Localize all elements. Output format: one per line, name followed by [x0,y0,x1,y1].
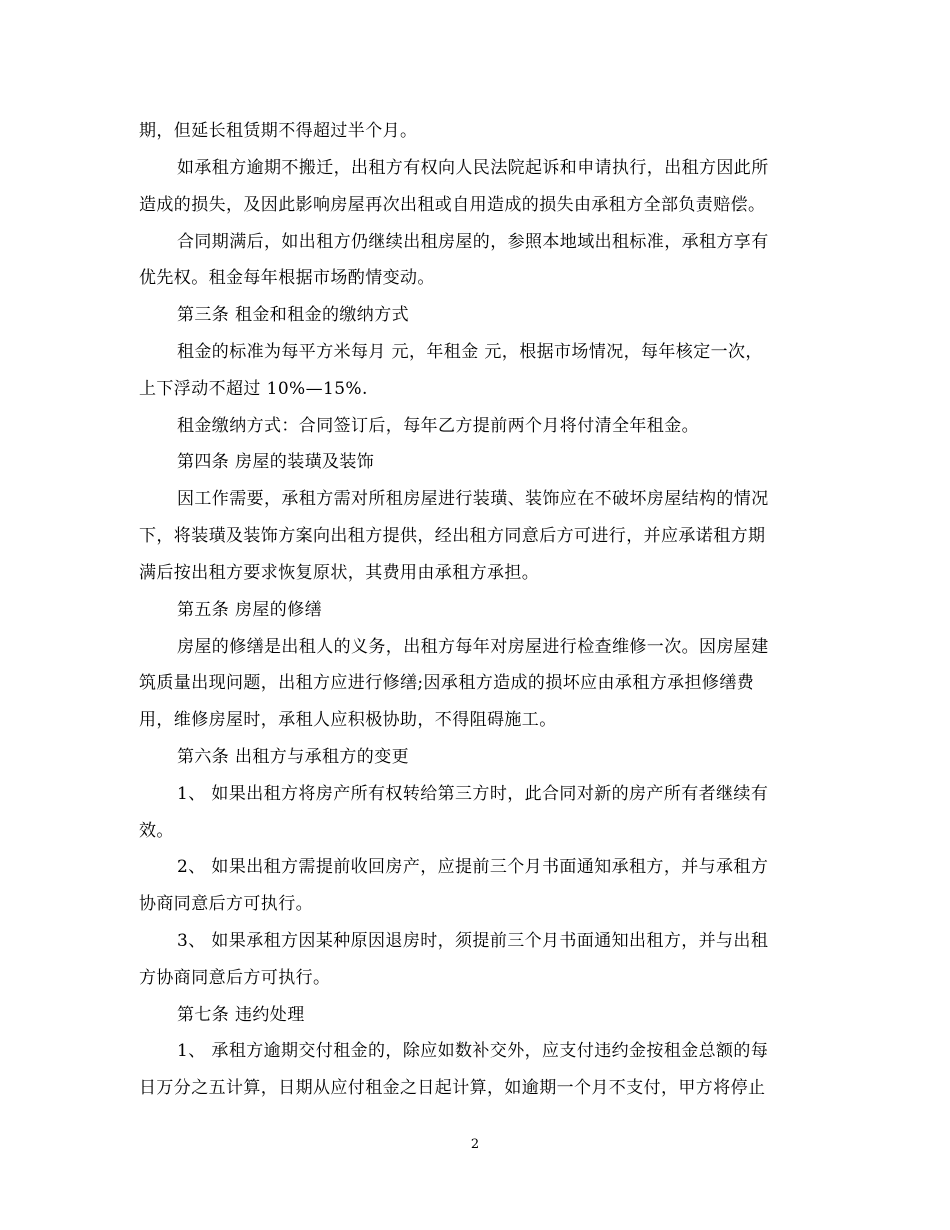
text-line: 方协商同意后方可执行。 [139,968,331,988]
text-line: 用，维修房屋时，承租人应积极协助，不得阻碍施工。 [139,710,557,730]
text-line: 满后按出租方要求恢复原状，其费用由承租方承担。 [139,563,540,583]
text-line: 合同期满后，如出租方仍继续出租房屋的，参照本地域出租标准，承租方享有 [177,232,769,252]
section-heading: 第六条 出租方与承租方的变更 [177,747,410,767]
text-line: 租金缴纳方式：合同签订后，每年乙方提前两个月将付清全年租金。 [177,416,699,436]
section-heading: 第四条 房屋的装璜及装饰 [177,452,375,472]
list-item: 2、 如果出租方需提前收回房产，应提前三个月书面通知承租方，并与承租方 [177,857,769,877]
list-item: 1、 承租方逾期交付租金的，除应如数补交外，应支付违约金按租金总额的每 [177,1041,769,1061]
text-line: 上下浮动不超过 10%—15%. [139,379,368,399]
text-line: 协商同意后方可执行。 [139,894,313,914]
text-line: 优先权。租金每年根据市场酌情变动。 [139,268,435,288]
text-line: 筑质量出现问题，出租方应进行修缮;因承租方造成的损坏应由承租方承担修缮费 [139,673,755,693]
text-line: 房屋的修缮是出租人的义务，出租方每年对房屋进行检查维修一次。因房屋建 [177,637,769,657]
page-number: 2 [470,1137,480,1152]
text-line: 因工作需要，承租方需对所租房屋进行装璜、装饰应在不破坏房屋结构的情况 [177,489,769,509]
text-line: 租金的标准为每平方米每月 元，年租金 元，根据市场情况，每年核定一次， [177,342,763,362]
text-line: 如承租方逾期不搬迁，出租方有权向人民法院起诉和申请执行，出租方因此所 [177,158,769,178]
text-line: 下，将装璜及装饰方案向出租方提供，经出租方同意后方可进行，并应承诺租方期 [139,526,766,546]
list-item: 3、 如果承租方因某种原因退房时，须提前三个月书面通知出租方，并与出租 [177,931,769,951]
text-line: 日万分之五计算，日期从应付租金之日起计算，如逾期一个月不支付，甲方将停止 [139,1078,766,1098]
text-line: 期，但延长租赁期不得超过半个月。 [139,121,418,141]
text-line: 效。 [139,821,174,841]
section-heading: 第五条 房屋的修缮 [177,600,323,620]
list-item: 1、 如果出租方将房产所有权转给第三方时，此合同对新的房产所有者继续有 [177,784,769,804]
section-heading: 第三条 租金和租金的缴纳方式 [177,305,410,325]
section-heading: 第七条 违约处理 [177,1005,305,1025]
text-line: 造成的损失，及因此影响房屋再次出租或自用造成的损失由承租方全部负责赔偿。 [139,195,766,215]
